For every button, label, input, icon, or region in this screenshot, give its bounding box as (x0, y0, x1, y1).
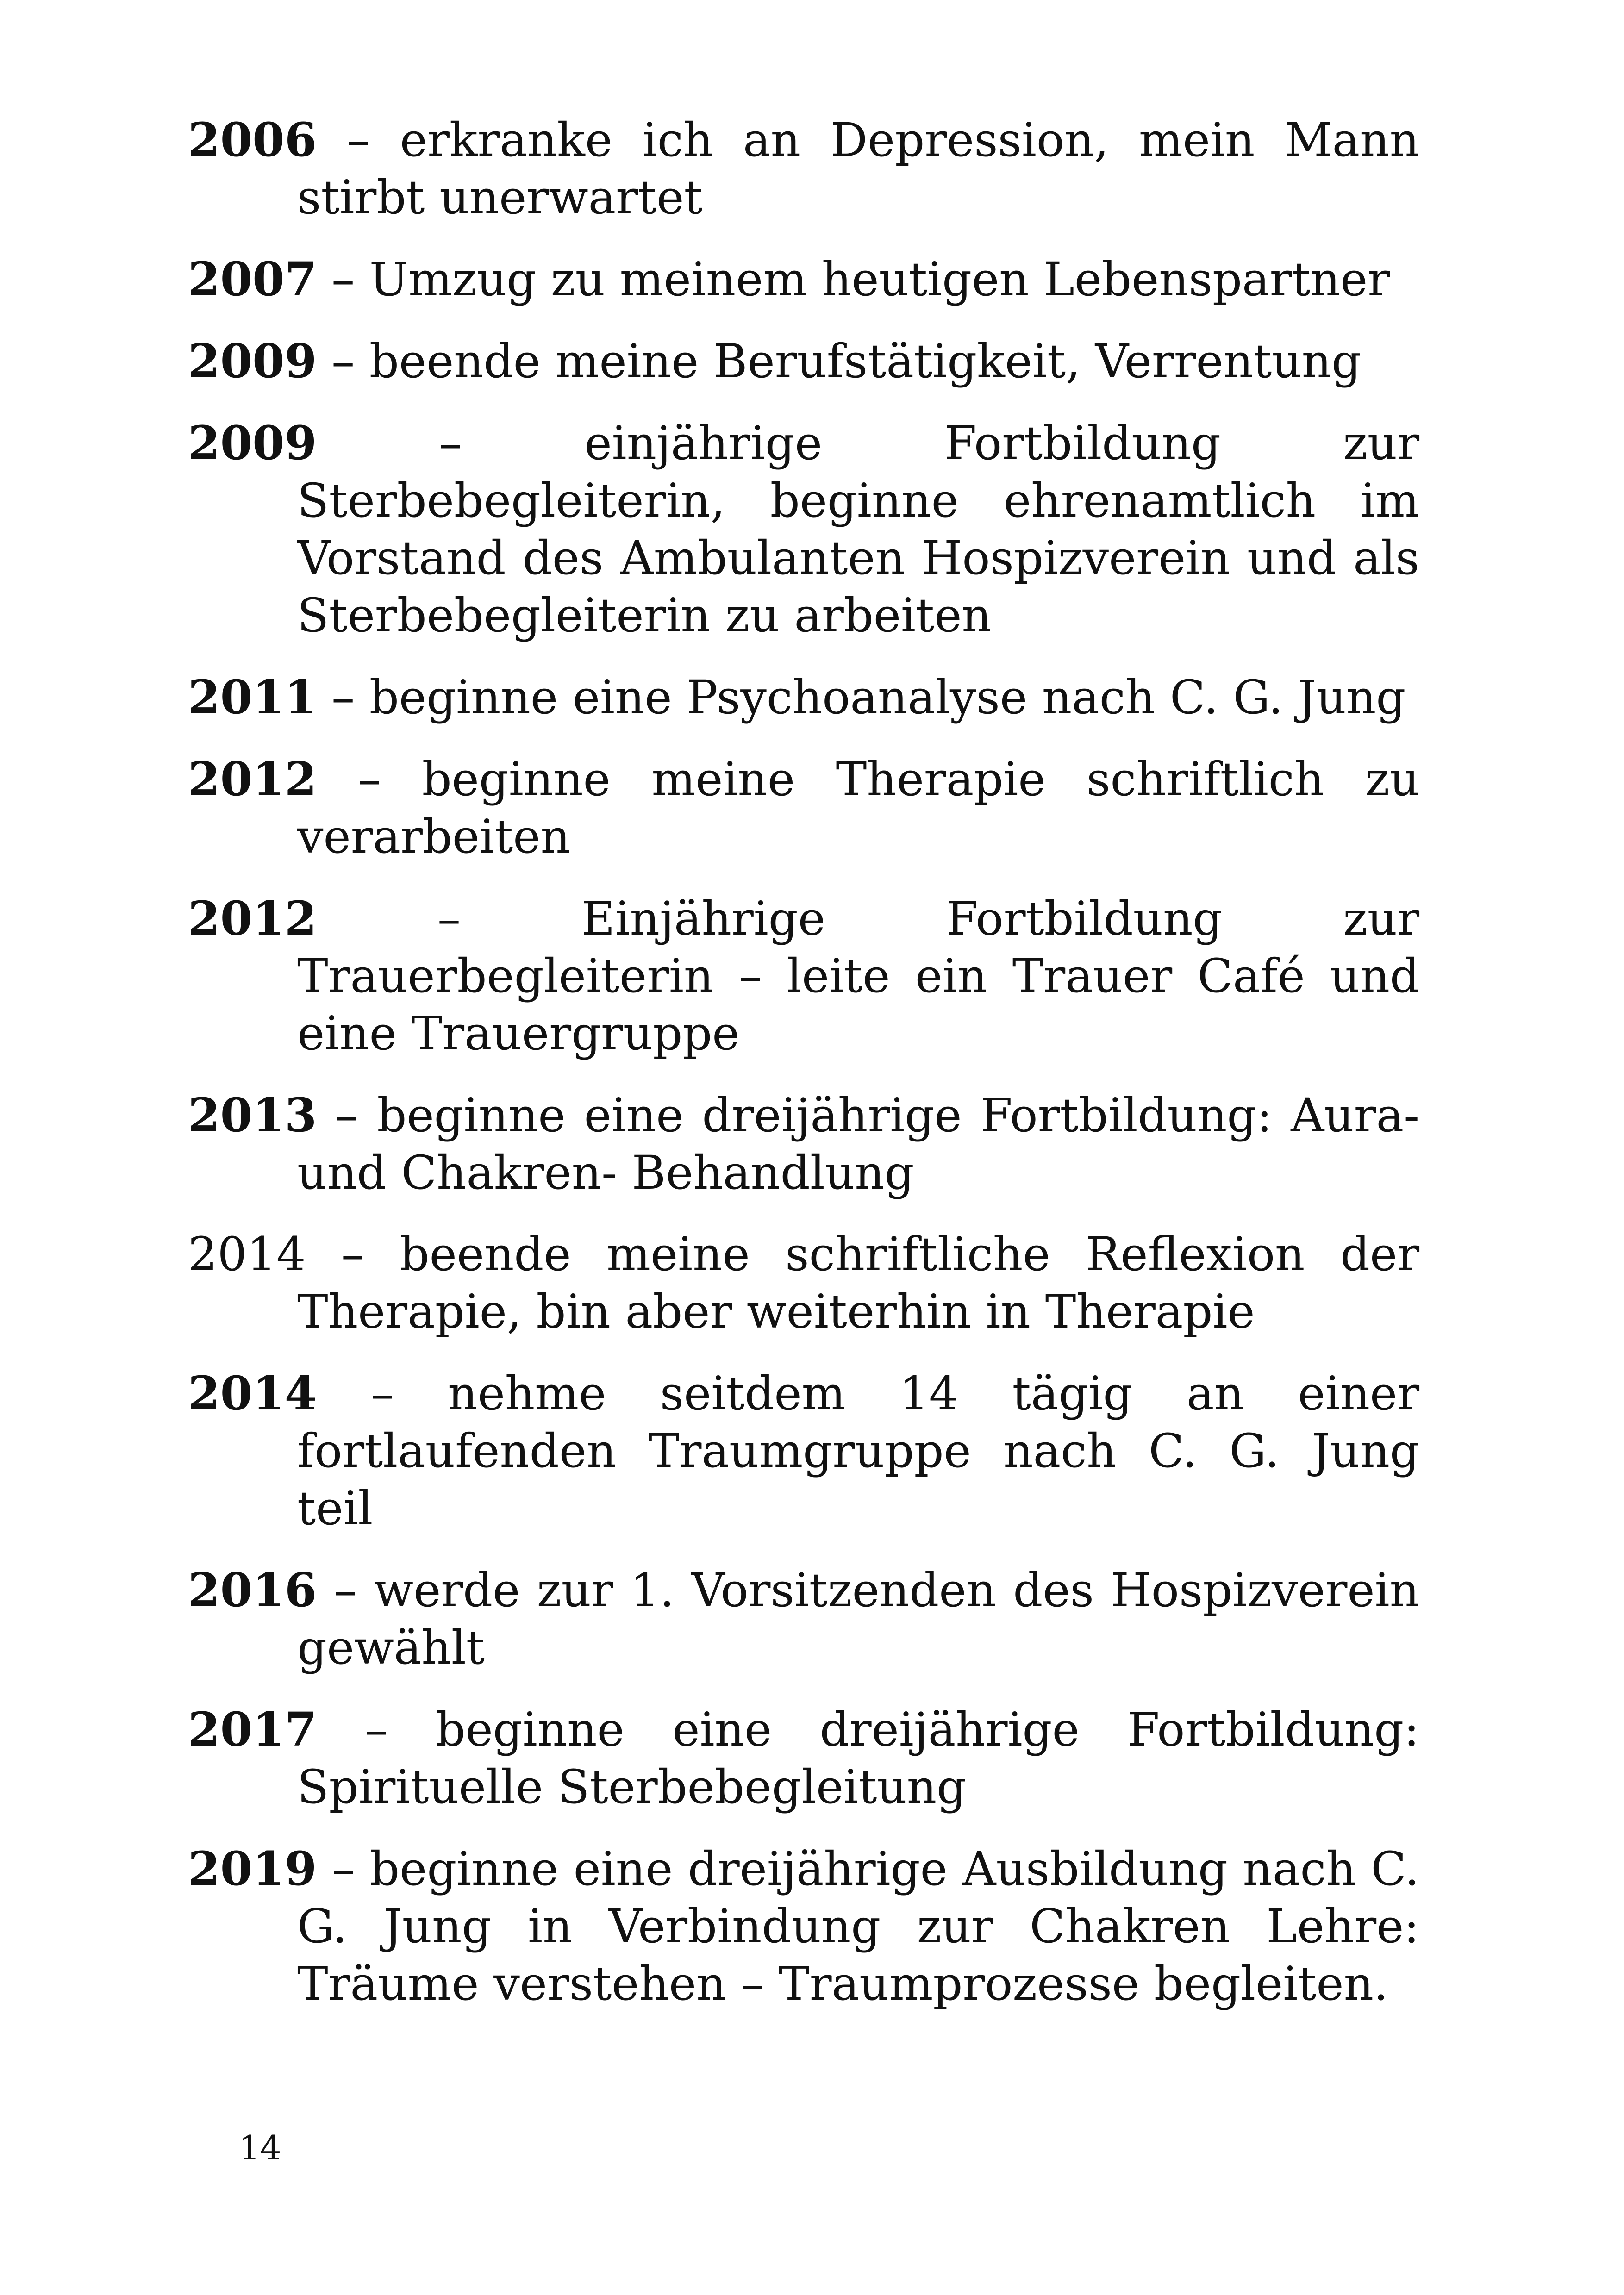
entry-year: 2012 (188, 752, 317, 806)
entry-year: 2006 (188, 112, 317, 167)
entry-year: 2011 (188, 670, 317, 724)
entry-text: – beginne eine Psychoanalyse nach C. G. Jung (317, 670, 1406, 724)
entry-text: – beginne eine dreijährige Fortbildung: Spirituelle Sterbebegleitung (297, 1703, 1419, 1814)
page-number: 14 (239, 2128, 281, 2167)
entry-year: 2012 (188, 891, 317, 946)
entry-text: – beginne eine dreijährige Fortbildung: Aura- und Chakren- Behandlung (297, 1088, 1419, 1200)
timeline-entry (188, 1561, 1419, 1677)
entry-year: 2014 (188, 1227, 306, 1281)
entry-text: – erkranke ich an Depression, mein Mann stirbt unerwartet (297, 113, 1419, 225)
timeline-entry (188, 1840, 1419, 2013)
timeline-entry (188, 111, 1419, 226)
entry-year: 2016 (188, 1563, 317, 1617)
entry-year: 2013 (188, 1088, 317, 1142)
timeline-list (188, 111, 1419, 2037)
timeline-entry (188, 750, 1419, 866)
timeline-entry (188, 414, 1419, 644)
timeline-entry (188, 890, 1419, 1062)
timeline-entry (188, 332, 1419, 390)
entry-year: 2009 (188, 416, 317, 470)
entry-year: 2014 (188, 1366, 317, 1421)
entry-text: – beginne meine Therapie schriftlich zu verarbeiten (297, 752, 1419, 864)
timeline-entry (188, 1701, 1419, 1816)
entry-year: 2009 (188, 334, 317, 388)
entry-year: 2017 (188, 1702, 317, 1757)
timeline-entry (188, 668, 1419, 726)
entry-text: – beginne eine dreijährige Ausbildung nach C. G. Jung in Verbindung zur Chakren Lehre: Träume verstehen – Traumprozesse begleiten. (297, 1842, 1419, 2011)
entry-text: – werde zur 1. Vorsitzenden des Hospizverein gewählt (297, 1563, 1419, 1675)
entry-year: 2007 (188, 252, 317, 306)
timeline-entry (188, 1226, 1419, 1341)
entry-text: – beende meine Berufstätigkeit, Verrentung (317, 334, 1362, 388)
entry-text: – Einjährige Fortbildung zur Trauerbegleiterin – leite ein Trauer Café und eine Trauergruppe (297, 892, 1419, 1060)
timeline-entry (188, 1365, 1419, 1537)
entry-text: – einjährige Fortbildung zur Sterbebegleiterin, beginne ehrenamtlich im Vorstand des Ambulanten Hospizverein und als Sterbebegleiterin zu arbeiten (297, 416, 1419, 642)
entry-text: – Umzug zu meinem heutigen Lebenspartner (317, 252, 1390, 306)
entry-text: – beende meine schriftliche Reflexion der Therapie, bin aber weiterhin in Therapie (297, 1227, 1419, 1339)
timeline-entry (188, 1086, 1419, 1202)
entry-text: – nehme seitdem 14 tägig an einer fortlaufenden Traumgruppe nach C. G. Jung teil (297, 1366, 1419, 1535)
timeline-entry (188, 250, 1419, 308)
entry-year: 2019 (188, 1841, 317, 1896)
